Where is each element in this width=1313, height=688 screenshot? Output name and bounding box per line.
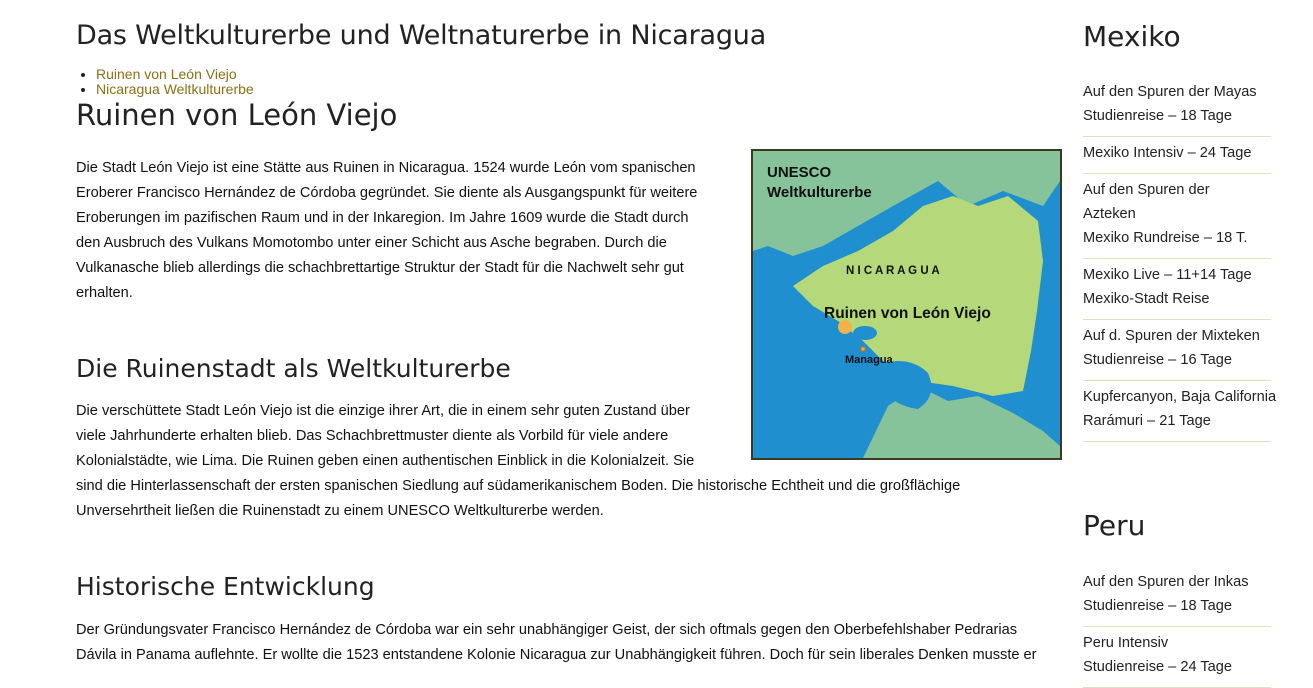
sidebar-item-line: Auf d. Spuren der Mixteken <box>1083 328 1260 344</box>
mexiko-tour-link-0[interactable] <box>1083 80 1271 128</box>
sidebar-item <box>1083 381 1277 442</box>
sidebar-item-line: Kupfercanyon, Baja California <box>1083 389 1277 405</box>
sidebar-item-line: Azteken <box>1083 206 1136 222</box>
mexiko-tour-link-4[interactable] <box>1083 324 1271 372</box>
sidebar-list-mexiko <box>1083 76 1277 442</box>
sidebar-heading-mexiko: Mexiko <box>1083 20 1181 53</box>
section-heading-ruinen: Ruinen von León Viejo <box>76 98 398 132</box>
text-line: Die verschüttete Stadt León Viejo ist die einzige ihrer Art, die in einem sehr guten Zustand über <box>76 403 690 419</box>
managua-marker <box>861 347 865 351</box>
text-line: Kolonialstädte, wie Lima. Die Ruinen geben einen authentischen Einblick in die Kolonialzeit. Sie <box>76 453 695 469</box>
sidebar-item <box>1083 627 1271 688</box>
toc-link-weltkulturerbe[interactable]: Nicaragua Weltkulturerbe <box>96 81 254 97</box>
lake-managua <box>853 326 877 340</box>
mexiko-tour-link-3[interactable] <box>1083 263 1271 311</box>
text-line: Die Stadt León Viejo ist eine Stätte aus Ruinen in Nicaragua. 1524 wurde León vom spanischen <box>76 160 696 176</box>
sidebar-item-line: Mexiko Rundreise – 18 T. <box>1083 230 1248 246</box>
sidebar-item-line: Peru Intensiv <box>1083 635 1169 651</box>
text-line: Unversehrtheit ließen die Ruinenstadt zu einem UNESCO Weltkulturerbe werden. <box>76 503 604 519</box>
map-label-site: Ruinen von León Viejo <box>824 305 991 322</box>
map-label-country: N I C A R A G U A <box>846 265 940 277</box>
map-label-unesco: UNESCO <box>767 164 832 181</box>
text-line: Vulkanasche blieb allerdings die schachbrettartige Struktur der Stadt für die Nachwelt sehr gut <box>76 260 684 276</box>
text-line: erhalten. <box>76 285 133 301</box>
sidebar-item-line: Mexiko-Stadt Reise <box>1083 291 1210 307</box>
sidebar-item <box>1083 566 1271 627</box>
peru-tour-link-0[interactable] <box>1083 570 1271 618</box>
sidebar-item-line: Mexiko Intensiv – 24 Tage <box>1083 145 1252 161</box>
toc-link-ruinen[interactable]: Ruinen von León Viejo <box>96 66 237 82</box>
sidebar-item-line: Auf den Spuren der <box>1083 182 1210 198</box>
sidebar-item-line: Studienreise – 16 Tage <box>1083 352 1233 368</box>
text-line: Der Gründungsvater Francisco Hernández de Córdoba war ein sehr unabhängiger Geist, der sich oftmals gegen den Oberbefehlshaber Pedrarias <box>76 622 1018 638</box>
mexiko-tour-link-5[interactable] <box>1083 385 1277 433</box>
text-line: den Ausbruch des Vulkans Momotombo unter einer Schicht aus Asche begraben. Durch die <box>76 235 667 251</box>
text-line: sind die Hinterlassenschaft der ersten spanischen Siedlung auf südamerikanischem Boden. Die historische Echtheit und die großflächige <box>76 478 961 494</box>
section-heading-weltkulturerbe: Die Ruinenstadt als Weltkulturerbe <box>76 354 511 383</box>
leon-viejo-marker <box>838 320 852 334</box>
peru-tour-link-1[interactable] <box>1083 631 1271 679</box>
sidebar-item <box>1083 174 1271 259</box>
map-label-capital: Managua <box>845 354 893 366</box>
sidebar-item <box>1083 320 1271 381</box>
section-heading-historie: Historische Entwicklung <box>76 572 375 601</box>
table-of-contents <box>96 67 254 97</box>
mexiko-tour-link-2[interactable] <box>1083 178 1271 250</box>
sidebar-item-line: Mexiko Live – 11+14 Tage <box>1083 267 1252 283</box>
sidebar-list-peru <box>1083 566 1271 688</box>
sidebar-item <box>1083 137 1271 174</box>
sidebar-item-line: Studienreise – 18 Tage <box>1083 598 1233 614</box>
sidebar-item <box>1083 259 1271 320</box>
map-label-weltkulturerbe: Weltkulturerbe <box>767 184 872 201</box>
text-line: Dávila in Panama auflehnte. Er wollte die 1523 entstandene Kolonie Nicaragua zur Unabhängigkeit führen. Doch für sein liberales Denken musste er <box>76 647 1037 663</box>
sidebar-item <box>1083 76 1271 137</box>
toc-item <box>96 67 254 82</box>
sidebar-item-line: Studienreise – 18 Tage <box>1083 108 1233 124</box>
map-svg <box>753 151 1060 458</box>
section-text-ruinen <box>76 156 697 306</box>
sidebar-item-line: Rarámuri – 21 Tage <box>1083 413 1211 429</box>
text-line: Eroberer Francisco Hernández de Córdoba gegründet. Sie diente als Ausgangspunkt für weitere <box>76 185 698 201</box>
sidebar-heading-peru: Peru <box>1083 509 1146 542</box>
sidebar-item-line: Auf den Spuren der Mayas <box>1083 84 1257 100</box>
toc-item <box>96 82 254 97</box>
text-line: viele Jahrhunderte erhalten blieb. Das Schachbrettmuster diente als Vorbild für viele andere <box>76 428 669 444</box>
sidebar-item-line: Studienreise – 24 Tage <box>1083 659 1233 675</box>
sidebar-item-line: Auf den Spuren der Inkas <box>1083 574 1249 590</box>
nicaragua-map-image <box>751 149 1062 460</box>
section-text-historie <box>76 618 1037 668</box>
text-line: Eroberungen im pazifischen Raum und in der Inkaregion. Im Jahre 1609 wurde die Stadt durch <box>76 210 689 226</box>
page-title: Das Weltkulturerbe und Weltnaturerbe in Nicaragua <box>76 20 767 51</box>
mexiko-tour-link-1[interactable] <box>1083 141 1271 165</box>
